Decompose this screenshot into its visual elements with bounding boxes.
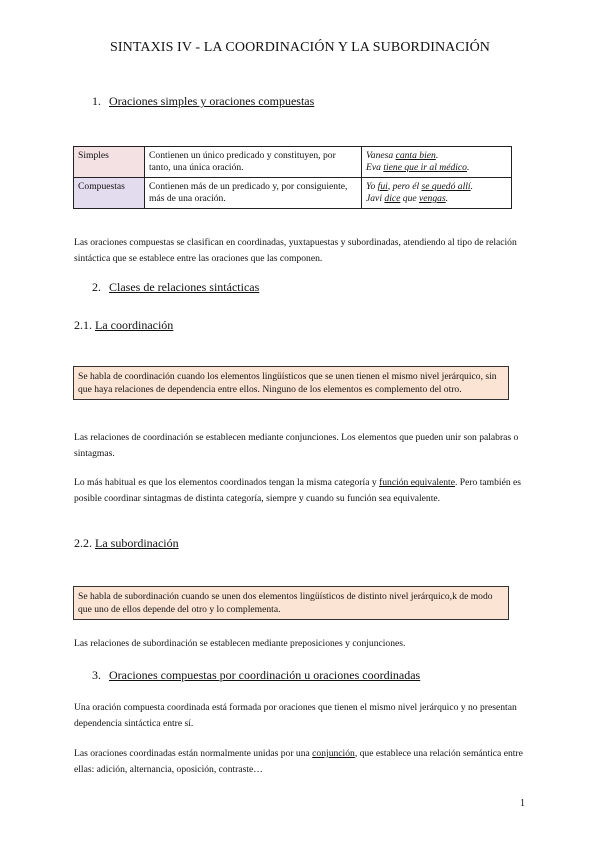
example-text: Yo	[366, 181, 378, 192]
section-2-title: Clases de relaciones sintácticas	[109, 280, 260, 294]
type-cell: Compuestas	[74, 178, 145, 209]
subsection-2-1-title: La coordinación	[95, 318, 174, 332]
underlined-term: función equivalente	[379, 477, 455, 488]
example-predicate: se quedó allí	[421, 181, 471, 192]
paragraph-coordination-category	[74, 475, 528, 506]
section-3-heading	[92, 668, 420, 683]
paragraph-coordinate-definition: Una oración compuesta coordinada está formada por oraciones que tienen el mismo nivel jerárquico y no presentan dependencia sintáctica entre sí.	[74, 702, 517, 729]
coordination-definition-box: Se habla de coordinación cuando los elementos lingüísticos que se unen tienen el mismo nivel jerárquico, sin que haya relaciones de dependencia entre ellos. Ninguno de los elementos es complemento del otro.	[73, 366, 509, 400]
section-3-number: 3.	[92, 668, 101, 682]
underlined-term: conjunción	[312, 748, 355, 759]
section-2-number: 2.	[92, 280, 101, 294]
subsection-2-1-heading	[74, 318, 173, 333]
paragraph-subordination-prepositions: Las relaciones de subordinación se establecen mediante preposiciones y conjunciones.	[74, 638, 406, 649]
example-predicate: tiene que ir al médico	[383, 162, 467, 173]
example-predicate: fui	[377, 181, 388, 192]
subordination-definition-box: Se habla de subordinación cuando se unen dos elementos lingüísticos de distinto nivel jerárquico,k de modo que uno de ellos depende del otro y lo complementa.	[73, 586, 509, 620]
example-text: .	[445, 193, 449, 204]
table-row	[74, 147, 512, 178]
example-predicate: vengas	[419, 193, 446, 204]
section-2-heading	[92, 280, 259, 295]
example-line	[366, 193, 507, 205]
section-3-title: Oraciones compuestas por coordinación u oraciones coordinadas	[109, 668, 421, 682]
paragraph-coordination-conjunctions: Las relaciones de coordinación se establecen mediante conjunciones. Los elementos que pueden unir son palabras o sintagmas.	[74, 432, 519, 459]
example-text: Vanesa	[366, 150, 396, 161]
subsection-2-1-number: 2.1.	[74, 318, 92, 332]
page-number: 1	[520, 798, 525, 809]
type-cell: Simples	[74, 147, 145, 178]
subsection-2-2-heading	[74, 536, 179, 551]
examples-cell	[362, 147, 512, 178]
example-predicate: canta bien	[395, 150, 436, 161]
example-text: Javi	[366, 193, 385, 204]
subsection-2-2-title: La subordinación	[95, 536, 179, 550]
example-line	[366, 162, 507, 174]
definition-cell: Contienen un único predicado y constituyen, por tanto, una única oración.	[145, 147, 362, 178]
example-text: que	[400, 193, 420, 204]
paragraph-text: . Pero también es posible coordinar sintagmas de distinta categoría, siempre y cuando su función sea equivalente.	[74, 477, 522, 504]
example-text: .	[470, 181, 473, 192]
example-text: .	[466, 162, 470, 173]
example-predicate: dice	[384, 193, 401, 204]
example-text: Eva	[366, 162, 384, 173]
section-1-number: 1.	[92, 94, 101, 108]
paragraph-text: Las oraciones coordinadas están normalmente unidas por una	[74, 748, 313, 759]
example-line	[366, 181, 507, 193]
section-1-title: Oraciones simples y oraciones compuestas	[109, 94, 315, 108]
paragraph-compound-classification: Las oraciones compuestas se clasifican en coordinadas, yuxtapuestas y subordinadas, atendiendo al tipo de relación sintáctica que se establece entre las oraciones que las componen.	[74, 237, 517, 264]
example-line	[366, 150, 507, 162]
example-text: .	[435, 150, 439, 161]
definition-cell: Contienen más de un predicado y, por consiguiente, más de una oración.	[145, 178, 362, 209]
sentence-types-table	[73, 146, 512, 209]
paragraph-coordinate-conjunction	[74, 746, 528, 777]
example-text: , pero él	[387, 181, 422, 192]
paragraph-text: , que establece una relación semántica entre ellas: adición, alternancia, oposición, contraste…	[74, 748, 523, 775]
section-1-heading	[92, 94, 314, 109]
examples-cell	[362, 178, 512, 209]
table-row	[74, 178, 512, 209]
page-title: SINTAXIS IV - LA COORDINACIÓN Y LA SUBORDINACIÓN	[110, 40, 490, 55]
subsection-2-2-number: 2.2.	[74, 536, 92, 550]
paragraph-text: Lo más habitual es que los elementos coordinados tengan la misma categoría y	[74, 477, 380, 488]
